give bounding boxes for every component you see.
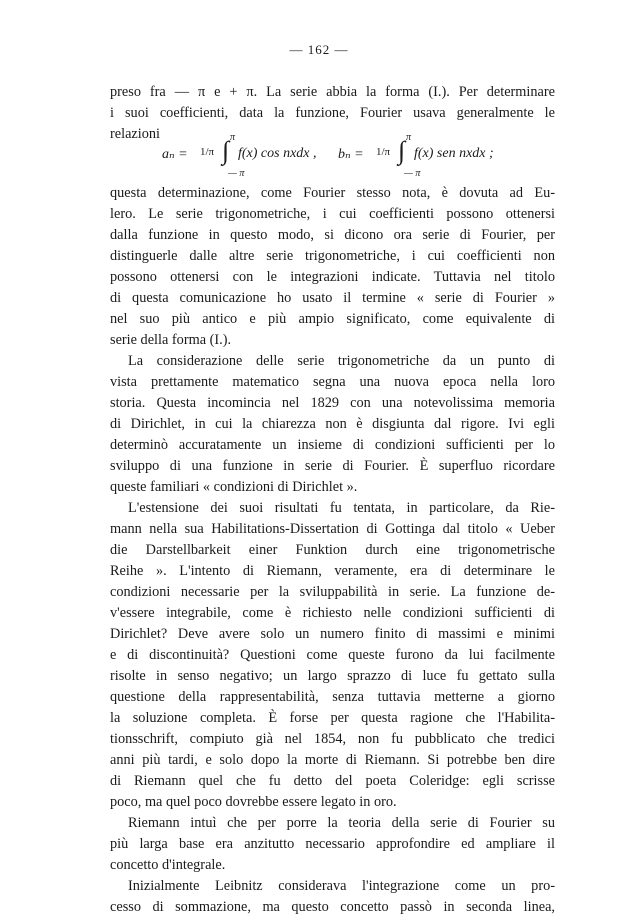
- text-line: lero. Le serie trigonometriche, i cui coefficienti possono ottenersi: [110, 206, 555, 222]
- integral-sign-icon: ∫: [222, 136, 230, 165]
- text-line: L'estensione dei suoi risultati fu tentata, in particolare, da Rie-: [128, 500, 555, 516]
- paragraph: [110, 351, 555, 498]
- page-number: — 162 —: [289, 42, 349, 57]
- text-line: Dirichlet? Deve avere solo un numero finito di massimi e minimi: [110, 626, 555, 642]
- formula-a-lhs: aₙ =: [162, 147, 188, 162]
- text-line: di questa comunicazione ho usato il termine « serie di Fourier »: [110, 290, 555, 306]
- text-line: sviluppo di una funzione in serie di Fourier. È superfluo ricordare: [110, 458, 555, 474]
- body-text: [110, 183, 555, 918]
- text-line: nel suo più antico e più ampio significato, come equivalente di: [110, 311, 555, 327]
- paragraph: [110, 183, 555, 351]
- text-line: Riemann intuì che per porre la teoria della serie di Fourier su: [128, 815, 555, 831]
- formula-a-upper-limit: π: [230, 132, 236, 143]
- text-line: dalla funzione in questo modo, si dicono ora serie di Fourier, per: [110, 227, 555, 243]
- formula-b-body: f(x) sen nxdx ;: [414, 146, 494, 161]
- text-line: i suoi coefficienti, data la funzione, Fourier usava generalmente le: [110, 105, 555, 121]
- integral-sign-icon: ∫: [398, 136, 406, 165]
- text-line: relazioni: [110, 126, 161, 142]
- text-line: v'essere integrabile, come è richiesto nelle condizioni sufficienti di: [110, 605, 555, 621]
- text-line: mann nella sua Habilitations-Dissertation di Gottinga dal titolo « Ueber: [110, 521, 555, 537]
- paragraph: [110, 498, 555, 813]
- text-line: condizioni necessarie per la sviluppabilità in serie. La funzione de-: [110, 584, 555, 600]
- text-line: Reihe ». L'intento di Riemann, veramente, era di determinare le: [110, 563, 555, 579]
- text-line: preso fra — π e + π. La serie abbia la forma (I.). Per determinare: [110, 84, 555, 100]
- paragraph: [110, 876, 555, 918]
- text-line: la soluzione completa. È forse per questa ragione che l'Habilita-: [110, 710, 555, 726]
- formula-b-lower-limit: — π: [404, 168, 421, 179]
- text-line: e di discontinuità? Questioni come queste furono da lui facilmente: [110, 647, 555, 663]
- text-line: determinò accuratamente un insieme di condizioni sufficienti per lo: [110, 437, 555, 453]
- text-line: storia. Questa incomincia nel 1829 con una notevolissima memoria: [110, 395, 555, 411]
- text-line: tionsschrift, compiuto già nel 1854, non fu pubblicato che tredici: [110, 731, 555, 747]
- text-line: concetto d'integrale.: [110, 857, 226, 873]
- text-line: serie della forma (I.).: [110, 332, 232, 348]
- formula-b-fraction: 1/π: [376, 146, 391, 158]
- text-line: possono ottenersi con le integrazioni indicate. Tuttavia nel titolo: [110, 269, 555, 285]
- formula-b-upper-limit: π: [406, 132, 412, 143]
- formula-b-lhs: bₙ =: [338, 147, 364, 162]
- text-line: questione della rappresentabilità, senza tuttavia metterne a giorno: [110, 689, 555, 705]
- fourier-coefficient-formulas: [0, 132, 638, 182]
- text-line: die Darstellbarkeit einer Funktion durch eine trigonometrische: [110, 542, 555, 558]
- text-line: Inizialmente Leibnitz considerava l'integrazione come un pro-: [128, 878, 555, 894]
- paragraph: [110, 813, 555, 876]
- text-line: poco, ma quel poco dovrebbe essere legato in oro.: [110, 794, 397, 810]
- text-line: più larga base era anzitutto necessario approfondire ed ampliare il: [110, 836, 555, 852]
- text-line: di Dirichlet, in cui la chiarezza non è disgiunta dal rigore. Ivi egli: [110, 416, 555, 432]
- text-line: anni più tardi, e solo dopo la morte di Riemann. Si potrebbe ben dire: [110, 752, 555, 768]
- formula-a-lower-limit: — π: [228, 168, 245, 179]
- text-line: queste familiari « condizioni di Dirichlet ».: [110, 479, 358, 495]
- formula-a-fraction: 1/π: [200, 146, 215, 158]
- text-line: questa determinazione, come Fourier stesso nota, è dovuta ad Eu-: [110, 185, 555, 201]
- text-line: La considerazione delle serie trigonometriche da un punto di: [128, 353, 555, 369]
- text-line: vista prettamente matematico segna una nuova epoca nella loro: [110, 374, 555, 390]
- text-line: cesso di sommazione, ma questo concetto passò in seconda linea,: [110, 899, 555, 915]
- text-line: di Riemann quel che fu detto del poeta Coleridge: egli scrisse: [110, 773, 555, 789]
- text-line: risolte in senso negativo; un largo sprazzo di luce fu gettato sulla: [110, 668, 555, 684]
- formula-a-body: f(x) cos nxdx ,: [238, 146, 317, 161]
- text-line: distinguerle dalle altre serie trigonometriche, i cui coefficienti non: [110, 248, 555, 264]
